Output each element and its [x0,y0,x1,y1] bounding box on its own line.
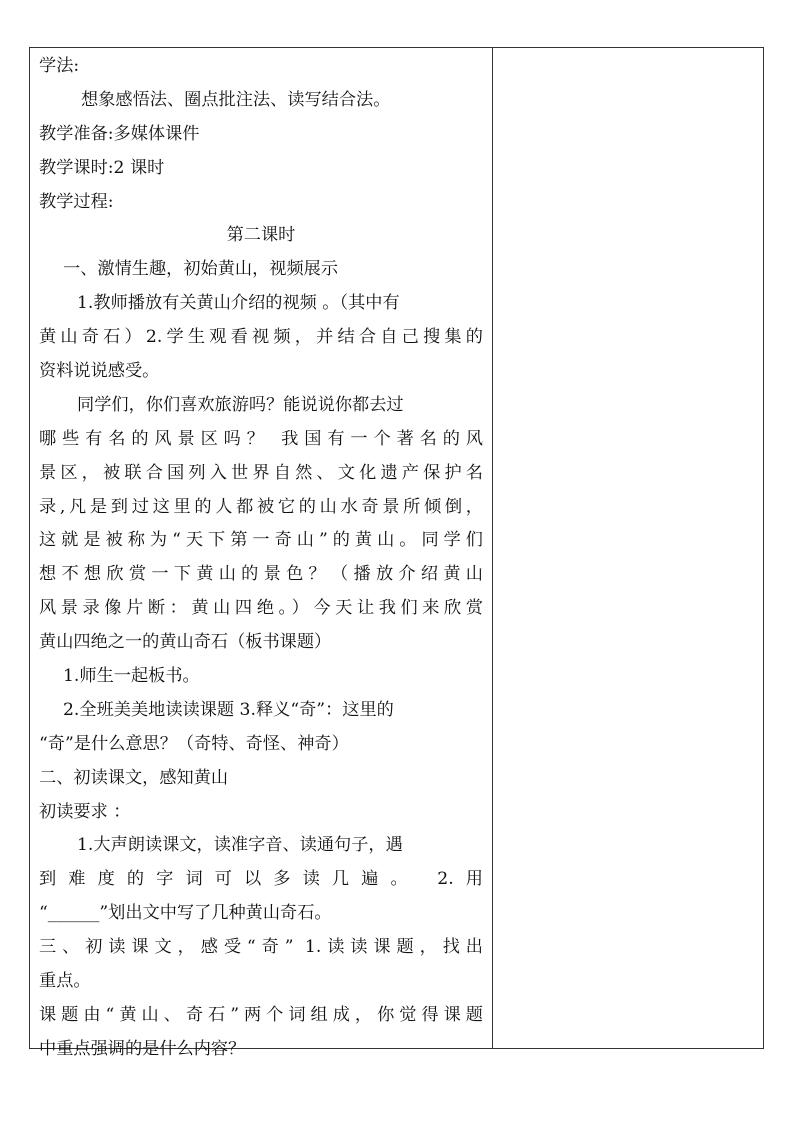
text-line: 哪些有名的风景区吗？ 我国有一个著名的风 [39,428,483,449]
text-line: 同学们，你们喜欢旅游吗？能说说你都去过 [77,394,404,415]
text-line: 到难度的字词可以多读几遍。 2.用 [39,869,483,890]
text-line: 黄山四绝之一的黄山奇石（板书课题） [39,632,332,653]
text-line: 课题由“黄山、奇石”两个词组成，你觉得课题 [39,1004,483,1025]
text-line: 录,凡是到过这里的人都被它的山水奇景所倾倒， [39,496,483,517]
text-line: 景区，被联合国列入世界自然、文化遗产保护名 [39,462,483,483]
lesson-plan-table [29,47,764,1059]
text-line: 想不想欣赏一下黄山的景色？（播放介绍黄山 [39,564,483,585]
text-line: 资料说说感受。 [39,361,160,382]
text-line: “______”划出文中写了几种黄山奇石。 [39,903,332,924]
text-line: 教学准备:多媒体课件 [39,123,200,144]
text-line: 想象感悟法、圈点批注法、读写结合法。 [81,89,391,110]
lesson-content-cell [39,50,483,1067]
text-line: 这就是被称为“天下第一奇山”的黄山。同学们 [39,530,483,551]
text-line: 风景录像片断：黄山四绝。）今天让我们来欣赏 [39,598,483,619]
text-line: 初读要求 ： [39,801,131,822]
section-heading: 第二课时 [226,225,296,246]
text-line: 一、激情生趣，初始黄山，视频展示 [63,259,339,280]
text-line: 黄山奇石）2.学生观看视频，并结合自己搜集的 [39,327,483,348]
text-line: 三、初读课文，感受“奇” 1.读读课题，找出 [39,937,483,958]
text-line: 教学过程: [39,191,114,212]
text-line: 学法: [39,56,80,76]
text-line: 2.全班美美地读读课题 3.释义“奇”：这里的 [63,699,394,720]
text-line: 二、初读课文，感知黄山 [39,767,229,788]
text-line: 中重点强调的是什么内容？ [39,1038,246,1059]
text-line: 1.大声朗读课文，读准字音、读通句子，遇 [77,835,403,856]
text-line: 教学课时:2 课时 [39,157,165,178]
text-line: 1.教师播放有关黄山介绍的视频 。（其中有 [77,293,400,314]
notes-cell [493,48,763,1048]
text-line: 重点。 [39,971,91,992]
text-line: 1.师生一起板书。 [63,666,200,687]
text-line: “奇”是什么意思？（奇特、奇怪、神奇） [39,733,349,754]
